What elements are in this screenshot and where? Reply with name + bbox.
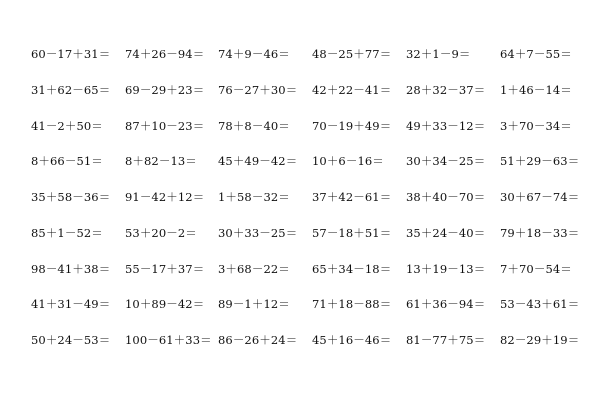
problem-row-7 [0, 259, 600, 279]
problem: 10＋6－16＝ [312, 154, 384, 168]
problem: 76－27＋30＝ [218, 83, 298, 97]
problem: 91－42＋12＝ [125, 190, 205, 204]
problem: 31＋62－65＝ [31, 83, 111, 97]
problem: 64＋7－55＝ [500, 47, 572, 61]
problem-row-1 [0, 44, 600, 64]
problem: 65＋34－18＝ [312, 262, 392, 276]
problem: 78＋8－40＝ [218, 119, 290, 133]
problem: 100－61＋33＝ [125, 333, 212, 347]
problem: 28＋32－37＝ [406, 83, 486, 97]
problem: 7＋70－54＝ [500, 262, 572, 276]
problem: 74＋26－94＝ [125, 47, 205, 61]
problem: 57－18＋51＝ [312, 226, 392, 240]
problem: 70－19＋49＝ [312, 119, 392, 133]
problem-row-4 [0, 151, 600, 171]
problem: 87＋10－23＝ [125, 119, 205, 133]
problem: 30＋33－25＝ [218, 226, 298, 240]
problem: 98－41＋38＝ [31, 262, 111, 276]
problem-row-9 [0, 330, 600, 350]
problem: 30＋67－74＝ [500, 190, 580, 204]
problem: 8＋66－51＝ [31, 154, 103, 168]
problem: 61＋36－94＝ [406, 297, 486, 311]
problem: 10＋89－42＝ [125, 297, 205, 311]
problem: 41－2＋50＝ [31, 119, 103, 133]
problem: 51＋29－63＝ [500, 154, 580, 168]
problem: 49＋33－12＝ [406, 119, 486, 133]
problem: 85＋1－52＝ [31, 226, 103, 240]
problem: 74＋9－46＝ [218, 47, 290, 61]
problem-row-3 [0, 116, 600, 136]
problem: 60－17＋31＝ [31, 47, 111, 61]
problem: 35＋58－36＝ [31, 190, 111, 204]
problem-row-5 [0, 187, 600, 207]
problem: 38＋40－70＝ [406, 190, 486, 204]
problem: 45＋49－42＝ [218, 154, 298, 168]
problem: 3＋70－34＝ [500, 119, 572, 133]
problem: 1＋58－32＝ [218, 190, 290, 204]
problem: 35＋24－40＝ [406, 226, 486, 240]
problem: 69－29＋23＝ [125, 83, 205, 97]
problem: 89－1＋12＝ [218, 297, 290, 311]
problem-row-6 [0, 223, 600, 243]
problem: 32＋1－9＝ [406, 47, 471, 61]
problem: 82－29＋19＝ [500, 333, 580, 347]
problem: 45＋16－46＝ [312, 333, 392, 347]
problem: 53＋20－2＝ [125, 226, 197, 240]
problem-row-8 [0, 294, 600, 314]
problem: 41＋31－49＝ [31, 297, 111, 311]
problem: 42＋22－41＝ [312, 83, 392, 97]
problem: 71＋18－88＝ [312, 297, 392, 311]
problem: 50＋24－53＝ [31, 333, 111, 347]
problem: 48－25＋77＝ [312, 47, 392, 61]
problem: 13＋19－13＝ [406, 262, 486, 276]
problem: 53－43＋61＝ [500, 297, 580, 311]
problem: 37＋42－61＝ [312, 190, 392, 204]
problem: 81－77＋75＝ [406, 333, 486, 347]
problem: 3＋68－22＝ [218, 262, 290, 276]
problem: 55－17＋37＝ [125, 262, 205, 276]
problem: 1＋46－14＝ [500, 83, 572, 97]
problem: 30＋34－25＝ [406, 154, 486, 168]
problem: 8＋82－13＝ [125, 154, 197, 168]
problem-row-2 [0, 80, 600, 100]
problem: 86－26＋24＝ [218, 333, 298, 347]
problem: 79＋18－33＝ [500, 226, 580, 240]
